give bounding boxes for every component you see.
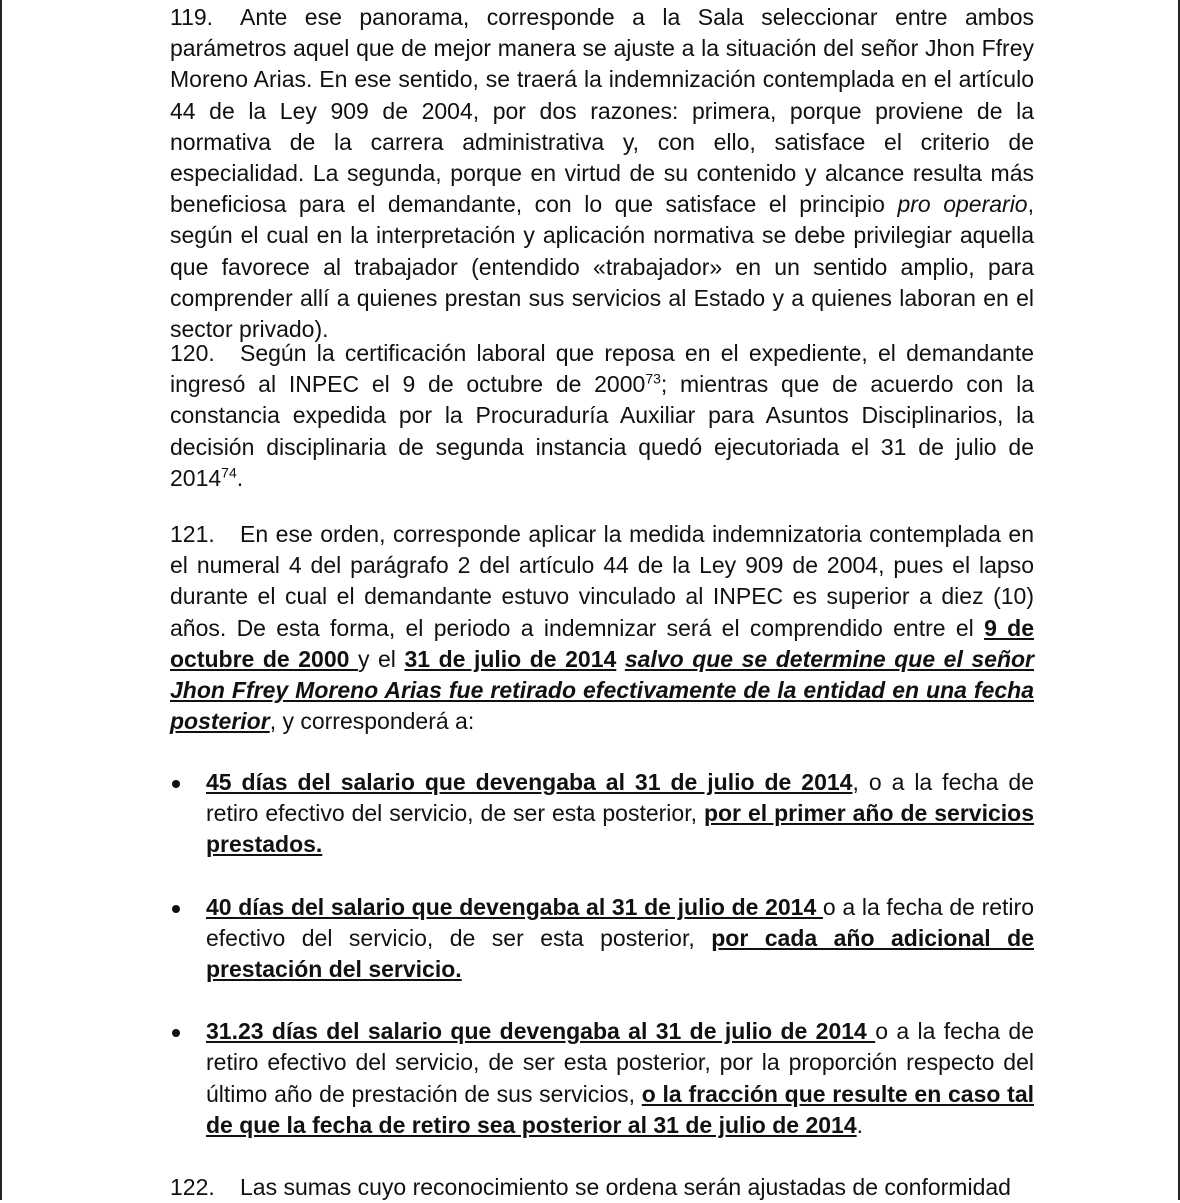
bold-underline-text: 9 de octubre de 2000 — [170, 614, 1034, 672]
footnote-ref[interactable]: 73 — [645, 370, 661, 387]
paragraph-number: 119. — [170, 4, 214, 30]
bullet-icon — [172, 1029, 180, 1037]
list-item: 40 días del salario que devengaba al 31 de julio de 2014 o a la fecha de retiro efectivo del servicio, de ser esta posterior, por cada año adicional de prestación del servicio. — [170, 892, 1034, 986]
list-item: 31.23 días del salario que devengaba al 31 de julio de 2014 o a la fecha de retiro efectivo del servicio, de ser esta posterior, por la proporción respecto del último año de prestación de sus servicios, o la fracción que resulte en caso tal de que la fecha de retiro sea posterior al 31 de julio de 2014. — [170, 1016, 1034, 1141]
paragraph-number: 121. — [170, 521, 215, 547]
footnote-ref[interactable]: 74 — [221, 464, 237, 481]
paragraph-122: 122. Las sumas cuyo reconocimiento se ordena serán ajustadas de conformidad — [170, 1172, 1034, 1203]
paragraph-121: 121. En ese orden, corresponde aplicar la medida indemnizatoria contemplada en el numeral 4 del parágrafo 2 del artículo 44 de la Ley 909 de 2004, pues el lapso durante el cual el demandante estuvo vinculado al INPEC es superior a diez (10) años. De esta forma, el periodo a indemnizar será el comprendido entre el 9 de octubre de 2000 y el 31 de julio de 2014 salvo que se determine que el señor Jhon Ffrey Moreno Arias fue retirado efectivamente de la entidad en una fecha posterior, y corresponderá a: — [170, 521, 1034, 735]
paragraph-119: 119. Ante ese panorama, corresponde a la Sala seleccionar entre ambos parámetros aquel que de mejor manera se ajuste a la situación del señor Jhon Ffrey Moreno Arias. En ese sentido, se traerá la indemnización contemplada en el artículo 44 de la Ley 909 de 2004, por dos razones: primera, porque proviene de la normativa de la carrera administrativa y, con ello, satisface el criterio de especialidad. La segunda, porque en virtud de su contenido y alcance resulta más beneficiosa para el demandante, con lo que satisface el principio pro operario, según el cual en la interpretación y aplicación normativa se debe privilegiar aquella que favorece al trabajador (entendido «trabajador» en un sentido amplio, para comprender allí a quienes prestan sus servicios al Estado y a quienes laboran en el sector privado). — [170, 4, 1034, 343]
bullet-icon — [172, 780, 180, 788]
paragraph-120: 120. Según la certificación laboral que reposa en el expediente, el demandante ingresó al INPEC el 9 de octubre de 2000$^{73}$; mientras que de acuerdo con la constancia expedida por la Procuraduría Auxiliar para Asuntos Disciplinarios, la decisión disciplinaria de segunda instancia quedó ejecutoriada el 31 de julio de 2014$^{74}$. — [170, 340, 1034, 491]
bullet-icon — [172, 905, 180, 913]
bold-italic-underline-text: salvo que se determine que el señor Jhon Ffrey Moreno Arias fue retirado efectivamente de la entidad en una fecha posterior — [170, 645, 1034, 735]
italic-term: pro operario — [897, 191, 1028, 218]
bullet-list — [170, 767, 1034, 1141]
paragraph-number: 122. — [170, 1174, 215, 1200]
bold-underline-text: 31 de julio de 2014 — [404, 645, 617, 672]
paragraph-number: 120. — [170, 340, 215, 366]
list-item: 45 días del salario que devengaba al 31 de julio de 2014, o a la fecha de retiro efectivo del servicio, de ser esta posterior, por el primer año de servicios prestados. — [170, 767, 1034, 861]
